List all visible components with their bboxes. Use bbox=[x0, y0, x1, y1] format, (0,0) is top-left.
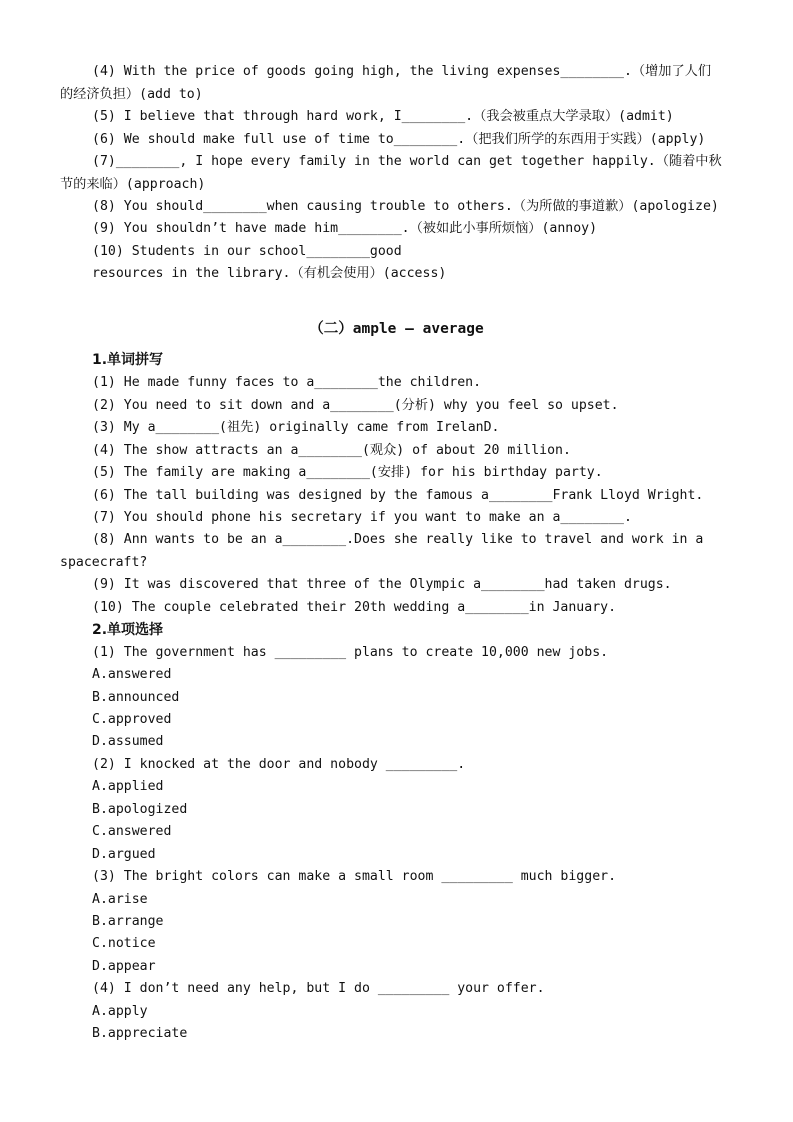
spelling-item: (2) You need to sit down and a________(分析) why you feel so upset. bbox=[92, 398, 619, 413]
choice-option: A.apply bbox=[92, 1004, 148, 1019]
exercise-item-7-continued: 节的来临）(approach) bbox=[60, 177, 206, 192]
section-title: （二）ample — average bbox=[309, 321, 484, 337]
spelling-heading: 1.单词拼写 bbox=[92, 352, 164, 368]
choice-option: B.apologized bbox=[92, 802, 188, 817]
choice-option: D.appear bbox=[92, 959, 156, 974]
spelling-item-continued: spacecraft? bbox=[60, 555, 148, 570]
choice-option: D.argued bbox=[92, 847, 156, 862]
exercise-item-4: (4) With the price of goods going high, the living expenses________.（增加了人们 bbox=[92, 64, 712, 79]
spelling-item: (1) He made funny faces to a________the children. bbox=[92, 375, 482, 390]
spelling-item: (7) You should phone his secretary if you want to make an a________. bbox=[92, 510, 632, 525]
spelling-item: (8) Ann wants to be an a________.Does she really like to travel and work in a bbox=[92, 532, 704, 547]
exercise-item-6: (6) We should make full use of time to________.（把我们所学的东西用于实践）(apply) bbox=[92, 132, 706, 147]
choice-option: C.approved bbox=[92, 712, 172, 727]
choice-option: A.applied bbox=[92, 779, 164, 794]
exercise-item-4-continued: 的经济负担）(add to) bbox=[60, 87, 203, 102]
choice-question: (2) I knocked at the door and nobody _________. bbox=[92, 757, 466, 772]
exercise-item-7: (7)________, I hope every family in the world can get together happily.（随着中秋 bbox=[92, 154, 722, 169]
choice-option: B.announced bbox=[92, 690, 180, 705]
spelling-item: (5) The family are making a________(安排) for his birthday party. bbox=[92, 465, 603, 480]
choice-option: C.answered bbox=[92, 824, 172, 839]
choice-question: (4) I don’t need any help, but I do _________ your offer. bbox=[92, 981, 545, 996]
spelling-item: (6) The tall building was designed by the famous a________Frank Lloyd Wright. bbox=[92, 488, 704, 503]
choice-option: D.assumed bbox=[92, 734, 164, 749]
choice-question: (3) The bright colors can make a small room _________ much bigger. bbox=[92, 869, 617, 884]
choice-option: A.answered bbox=[92, 667, 172, 682]
exercise-item-8: (8) You should________when causing trouble to others.（为所做的事道歉）(apologize) bbox=[92, 199, 719, 214]
spelling-item: (4) The show attracts an a________(观众) of about 20 million. bbox=[92, 443, 571, 458]
spelling-item: (3) My a________(祖先) originally came from IrelanD. bbox=[92, 420, 500, 435]
choice-heading: 2.单项选择 bbox=[92, 622, 164, 638]
choice-option: B.appreciate bbox=[92, 1026, 188, 1041]
choice-option: B.arrange bbox=[92, 914, 164, 929]
exercise-item-10: (10) Students in our school________good bbox=[92, 244, 402, 259]
exercise-item-5: (5) I believe that through hard work, I________.（我会被重点大学录取）(admit) bbox=[92, 109, 674, 124]
spelling-item: (10) The couple celebrated their 20th wedding a________in January. bbox=[92, 600, 617, 615]
exercise-item-10-continued: resources in the library.（有机会使用）(access) bbox=[92, 266, 447, 281]
exercise-item-9: (9) You shouldn’t have made him________.（被如此小事所烦恼）(annoy) bbox=[92, 221, 598, 236]
choice-question: (1) The government has _________ plans to create 10,000 new jobs. bbox=[92, 645, 609, 660]
spelling-item: (9) It was discovered that three of the Olympic a________had taken drugs. bbox=[92, 577, 672, 592]
choice-option: C.notice bbox=[92, 936, 156, 951]
choice-option: A.arise bbox=[92, 892, 148, 907]
